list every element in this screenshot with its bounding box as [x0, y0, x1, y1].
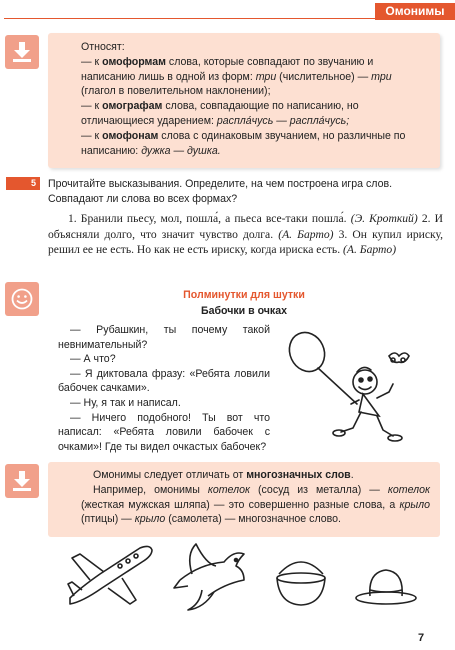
dialog-line: — Рубашкин, ты почему такой невнимательный?: [58, 324, 270, 351]
dialog-line: — Ну, я так и написал.: [70, 396, 181, 409]
boy-with-butterfly-net-illustration: [285, 326, 417, 448]
note-item-omophones: — к омофонам слова с одинаковым звучанием, но различные по написанию: дужка — душка.: [81, 129, 406, 157]
polysemy-line1: Омонимы следует отличать от многозначных слов.: [93, 469, 354, 481]
header-title: Омонимы: [375, 3, 455, 20]
joke-title: Полминутки для шутки: [183, 289, 305, 301]
smiley-icon: [5, 282, 39, 316]
page-number: 7: [418, 632, 425, 644]
exercise-number: 5: [6, 177, 40, 190]
bird-illustration: [172, 540, 252, 612]
dialog-line: — Я диктовала фразу: «Ребята ловили бабочек сачками».: [58, 367, 270, 395]
polysemy-line2: Например, омонимы котелок (сосуд из металла) — котелок (жесткая мужская шляпа) — это совершенно разные слова, а крыло (птицы) — крыло (самолета) — многозначное слово.: [81, 483, 431, 526]
note-item-omographs: — к омографам слова, совпадающие по написанию, но отличающиеся ударением: распла́чусь — распла́чусь;: [81, 100, 359, 127]
polysemy-note: [48, 462, 440, 537]
download-arrow-icon: [5, 464, 39, 498]
note-intro: Относят:: [81, 41, 125, 53]
exercise-task: Прочитайте высказывания. Определите, на чем построена игра слов. Совпадают ли слова во всех формах?: [48, 178, 393, 205]
pot-illustration: [270, 560, 332, 608]
bowler-hat-illustration: [352, 568, 420, 608]
exercise-sentences: 1. Бранили пьесу, мол, пошла́, а пьеса все-таки пошла́. (Э. Кроткий) 2. И объясняли долго, что значит чувство долга. (А. Барто) 3. Он купил ириску, решил ее не есть. Но как не есть ириску, когда ириска есть. (А. Барто): [48, 212, 444, 256]
dialog-line: — А что?: [70, 353, 116, 366]
joke-subtitle: Бабочки в очках: [200, 305, 288, 317]
joke-dialog: [58, 323, 270, 454]
download-arrow-icon: [5, 35, 39, 69]
homonym-types-note: [48, 33, 440, 168]
airplane-illustration: [64, 540, 160, 606]
dialog-line: — Ничего подобного! Ты вот что написал: «Ребята ловили бабочек с очками»! Где ты видел очкастых бабочек?: [58, 411, 270, 453]
note-item-omoforms: — к омоформам слова, которые совпадают по звучанию и написанию лишь в одной из форм: три (числительное) — три (глагол в повелительном наклонении);: [81, 55, 392, 98]
